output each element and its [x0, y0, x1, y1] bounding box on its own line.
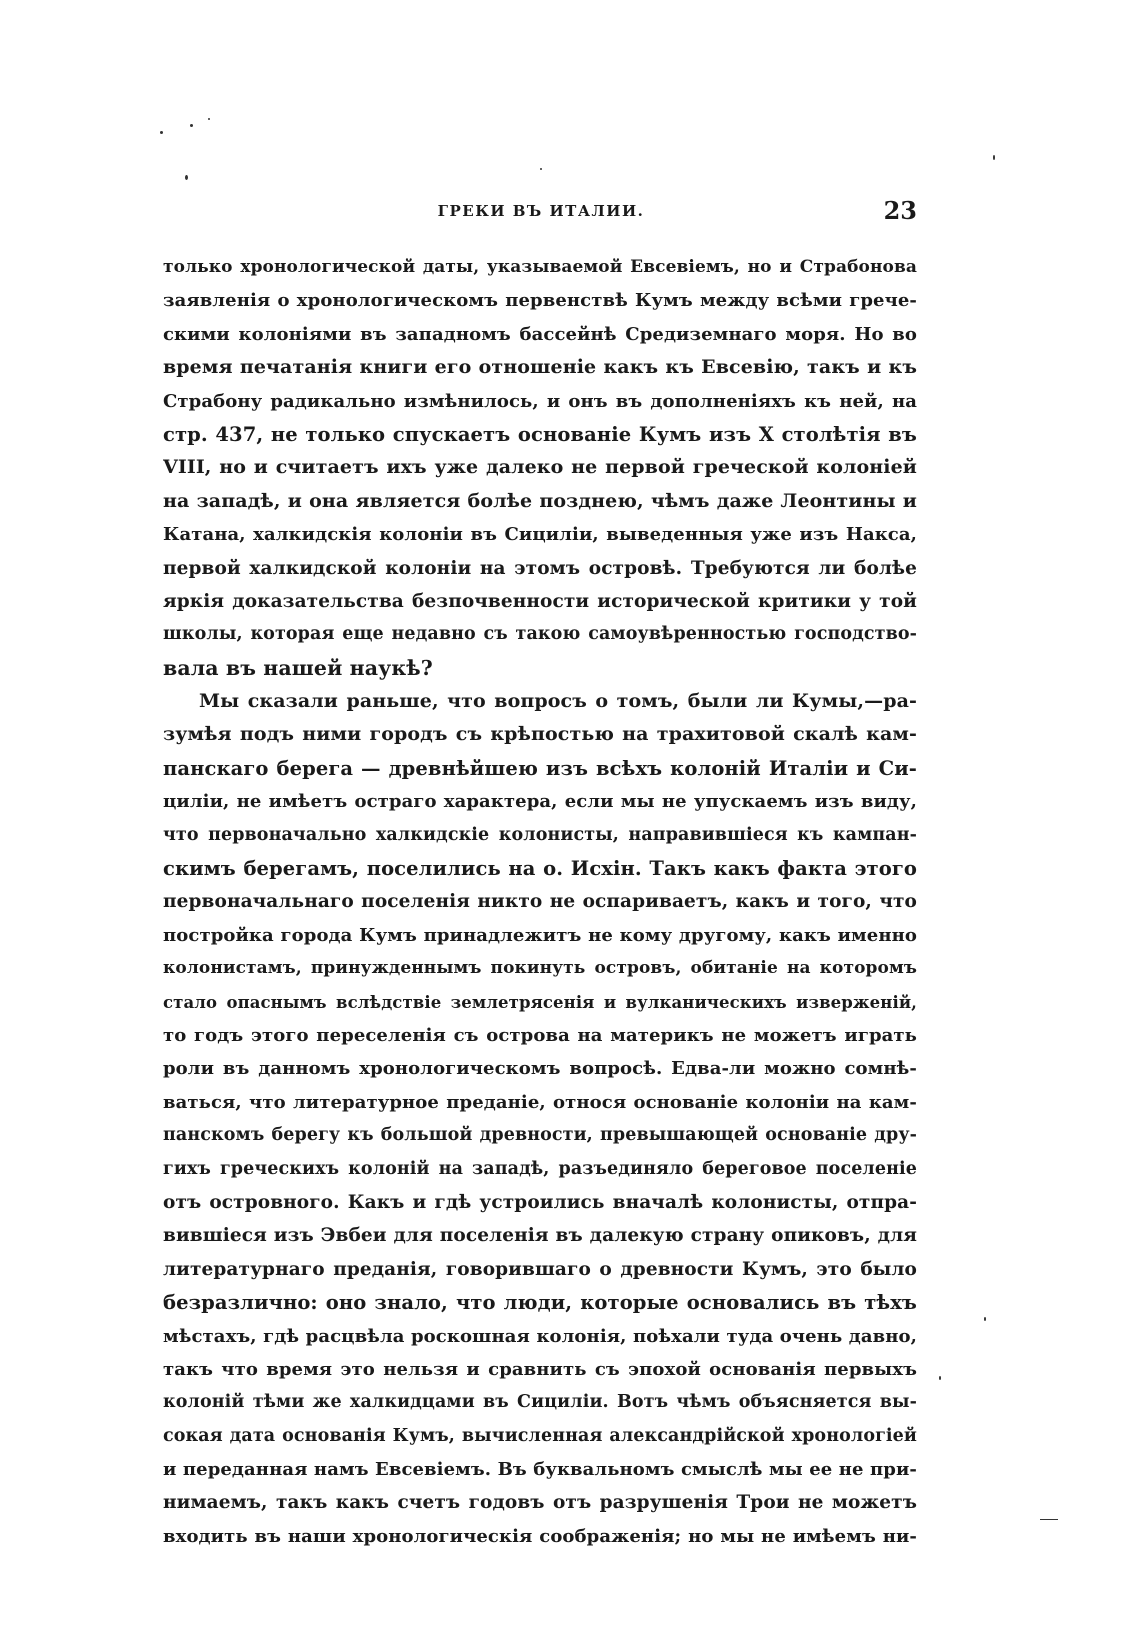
page-number: 23: [883, 196, 917, 225]
text-line: колоній тѣми же халкидцами въ Сициліи. Вотъ чѣмъ объясняется вы-: [163, 1392, 917, 1413]
text-line: первой халкидской колоніи на этомъ островѣ. Требуются ли болѣе: [163, 557, 917, 579]
running-title: ГРЕКИ ВЪ ИТАЛИИ.: [437, 202, 645, 220]
scan-speck: [190, 124, 193, 127]
text-line: скимъ берегамъ, поселились на о. Исхін. Такъ какъ факта этого: [163, 857, 917, 881]
text-line: на западѣ, и она является болѣе позднею, чѣмъ даже Леонтины и: [163, 489, 917, 512]
text-line: постройка города Кумъ принадлежитъ не кому другому, какъ именно: [163, 924, 917, 946]
text-line: яркія доказательства безпочвенности исторической критики у той: [163, 590, 917, 612]
text-line: и переданная намъ Евсевіемъ. Въ буквальномъ смыслѣ мы ее не при-: [163, 1459, 917, 1481]
running-head: [165, 196, 917, 226]
text-line: панскомъ берегу къ большой древности, превышающей основаніе дру-: [163, 1125, 917, 1146]
text-line: что первоначально халкидскіе колонисты, направившіеся къ кампан-: [163, 824, 917, 845]
text-line: колонистамъ, принужденнымъ покинуть островъ, обитаніе на которомъ: [163, 958, 917, 979]
text-line: мѣстахъ, гдѣ расцвѣла роскошная колонія, поѣхали туда очень давно,: [163, 1325, 917, 1347]
scan-speck: [160, 131, 163, 134]
text-line: безразлично: оно знало, что люди, которые основались въ тѣхъ: [163, 1291, 917, 1315]
text-line: Страбону радикально измѣнилось, и онъ въ дополненіяхъ къ ней, на: [163, 390, 917, 412]
scan-speck: [939, 1376, 941, 1380]
text-line: входить въ наши хронологическія соображенія; но мы не имѣемъ ни-: [163, 1525, 917, 1547]
text-line: такъ что время это нельзя и сравнить съ эпохой основанія первыхъ: [163, 1358, 917, 1380]
text-line: стр. 437, не только спускаетъ основаніе Кумъ изъ X столѣтія въ: [163, 422, 917, 446]
scan-speck: [208, 118, 210, 120]
text-line: циліи, не имѣетъ остраго характера, если мы не упускаемъ изъ виду,: [163, 791, 917, 813]
scan-speck: [540, 168, 542, 170]
text-line: сокая дата основанія Кумъ, вычисленная александрійской хронологіей: [163, 1425, 917, 1446]
body-text: [163, 251, 917, 1553]
text-line: отъ островного. Какъ и гдѣ устроились вначалѣ колонисты, отпра-: [163, 1191, 917, 1213]
text-line: гихъ греческихъ колоній на западѣ, разъединяло береговое поселеніе: [163, 1158, 917, 1179]
scan-speck: [984, 1317, 986, 1321]
text-line: вившіеся изъ Эвбеи для поселенія въ далекую страну опиковъ, для: [163, 1225, 917, 1247]
scan-speck: [185, 175, 188, 180]
text-line: нимаемъ, такъ какъ счетъ годовъ отъ разрушенія Трои не можетъ: [163, 1492, 917, 1514]
text-line: Катана, халкидскія колоніи въ Сициліи, выведенныя уже изъ Накса,: [163, 524, 917, 546]
text-line: стало опаснымъ вслѣдствіе землетрясенія и вулканическихъ изверженій,: [163, 992, 917, 1012]
text-line: время печатанія книги его отношеніе какъ къ Евсевію, такъ и къ: [163, 356, 917, 379]
text-line: скими колоніями въ западномъ бассейнѣ Средиземнаго моря. Но во: [163, 323, 917, 345]
text-line: ваться, что литературное преданіе, относя основаніе колоніи на кам-: [163, 1091, 917, 1113]
text-line: заявленія о хронологическомъ первенствѣ Кумъ между всѣми грече-: [163, 290, 917, 312]
text-line: Мы сказали раньше, что вопросъ о томъ, были ли Кумы,—ра-: [199, 690, 917, 713]
scan-speck: [1040, 1519, 1058, 1520]
text-line: роли въ данномъ хронологическомъ вопросѣ. Едва-ли можно сомнѣ-: [163, 1058, 917, 1080]
text-line: зумѣя подъ ними городъ съ крѣпостью на трахитовой скалѣ кам-: [163, 723, 917, 746]
text-line: VIII, но и считаетъ ихъ уже далеко не первой греческой колоніей: [163, 456, 917, 479]
text-line: школы, которая еще недавно съ такою самоувѣренностью господство-: [163, 624, 917, 645]
text-line: то годъ этого переселенія съ острова на материкъ не можетъ играть: [163, 1024, 917, 1046]
text-line: первоначальнаго поселенія никто не оспариваетъ, какъ и того, что: [163, 891, 917, 913]
text-line: панскаго берега — древнѣйшею изъ всѣхъ колоній Италіи и Си-: [163, 756, 917, 780]
text-line: только хронологической даты, указываемой Евсевіемъ, но и Страбонова: [163, 257, 917, 277]
text-line: вала въ нашей наукѣ?: [163, 655, 433, 680]
text-line: литературнаго преданія, говорившаго о древности Кумъ, это было: [163, 1258, 917, 1280]
scan-speck: [993, 155, 995, 160]
